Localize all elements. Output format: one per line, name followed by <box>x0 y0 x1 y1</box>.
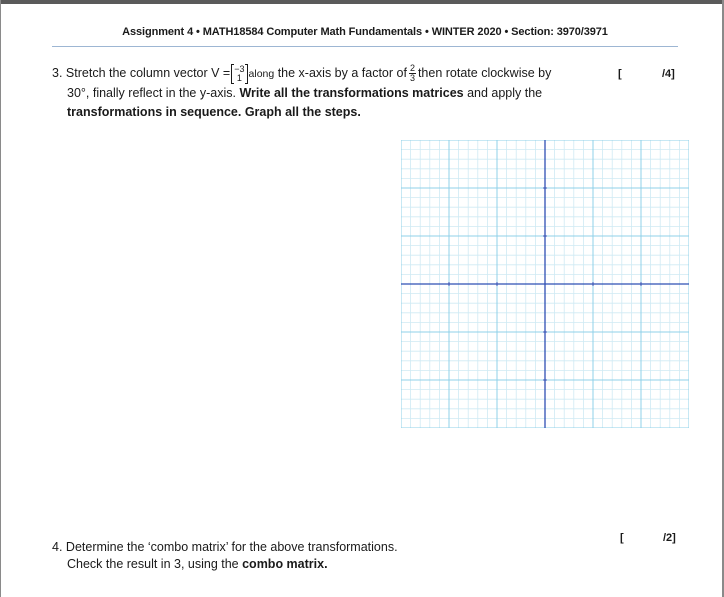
question-4-text-1: Determine the ‘combo matrix’ for the above transformations. <box>65 540 398 554</box>
window-left-border <box>0 0 1 597</box>
vector-entry-1: −3 <box>234 63 245 74</box>
graph-grid <box>401 140 689 428</box>
vector-entry-2: 1 <box>236 72 242 83</box>
question-3-text-1: Stretch the column vector V = <box>65 66 231 80</box>
question-3-line-3: transformations in sequence. Graph all the steps. <box>67 105 361 119</box>
question-3-number: 3. <box>52 66 63 80</box>
question-4 <box>52 539 398 573</box>
question-3-text-along: along <box>248 68 275 80</box>
header-divider <box>52 46 678 47</box>
question-3-score-bracket: [ <box>618 68 622 80</box>
fraction-denominator: 3 <box>409 73 415 84</box>
question-3-text-2: the x-axis by a factor of <box>277 66 407 80</box>
question-3-instruction-bold: Write all the transformations matrices <box>239 86 464 100</box>
window-top-border <box>0 0 724 4</box>
question-4-text-2: Check the result in 3, using the <box>67 557 239 571</box>
question-4-bold-text: combo matrix. <box>242 557 328 571</box>
question-3-text-5: and apply the <box>467 86 543 100</box>
column-vector <box>231 65 247 83</box>
question-3-line-2 <box>52 84 612 103</box>
question-3-text-3: then rotate clockwise by <box>417 66 552 80</box>
question-4-line-1 <box>52 539 398 556</box>
question-4-line-2 <box>52 556 398 573</box>
question-4-score-bracket: [ <box>620 532 624 544</box>
question-4-number: 4. <box>52 540 63 554</box>
question-4-marks: /2] <box>663 532 676 544</box>
page-header: Assignment 4 • MATH18584 Computer Math Fundamentals • WINTER 2020 • Section: 3970/3971 <box>122 26 608 38</box>
question-3 <box>52 64 612 122</box>
question-3-marks: /4] <box>662 68 675 80</box>
stretch-factor-fraction <box>409 64 416 83</box>
question-3-line-1 <box>52 64 612 84</box>
fraction-numerator: 2 <box>409 63 415 74</box>
question-3-text-4: 30°, finally reflect in the y-axis. <box>67 86 236 100</box>
